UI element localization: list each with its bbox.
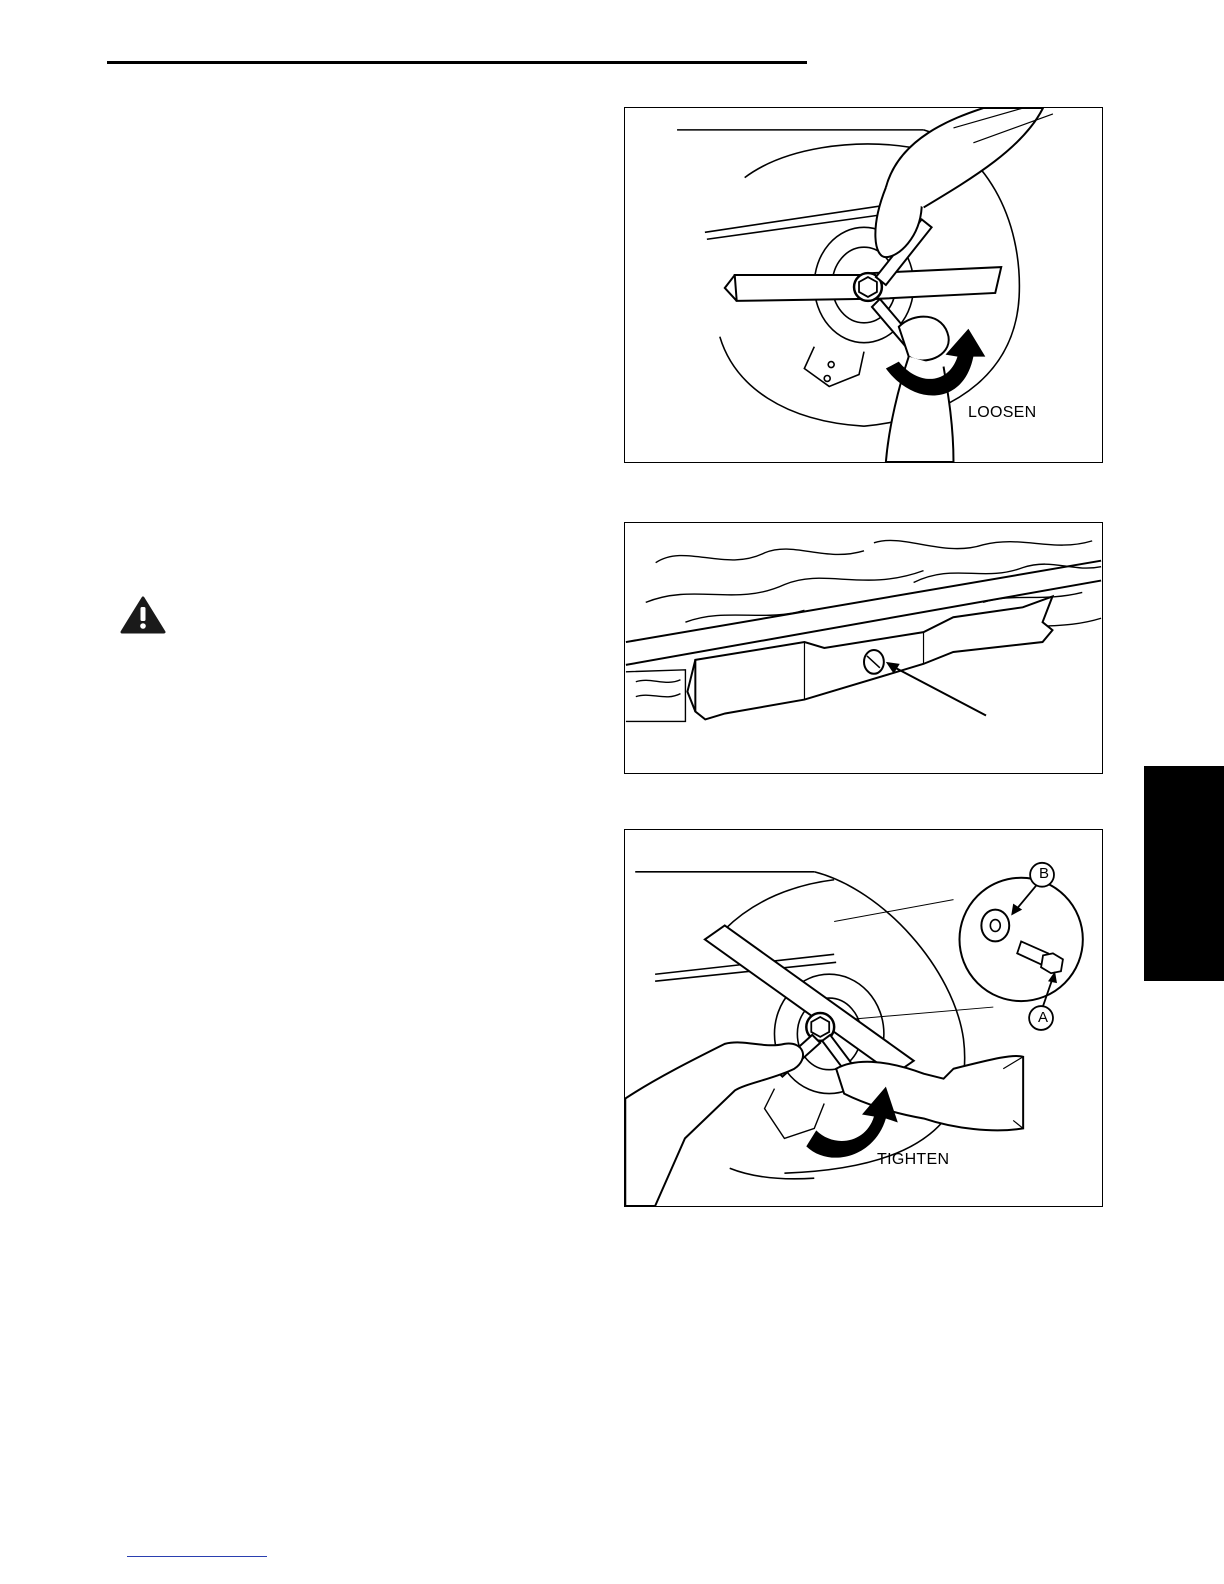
loosen-label: LOOSEN <box>968 404 1037 421</box>
callout-b: B <box>1038 865 1049 882</box>
figure-loosen <box>624 107 1103 463</box>
figure-blade-balance <box>624 522 1103 774</box>
balance-illustration <box>625 523 1102 773</box>
callout-a: A <box>1037 1009 1048 1026</box>
header-rule <box>107 61 807 64</box>
section-tab <box>1144 766 1224 981</box>
footer-link-underline[interactable] <box>127 1556 267 1557</box>
tighten-illustration <box>625 830 1102 1206</box>
warning-triangle-icon <box>120 596 166 634</box>
tighten-label: TIGHTEN <box>877 1151 950 1168</box>
figure-tighten <box>624 829 1103 1207</box>
